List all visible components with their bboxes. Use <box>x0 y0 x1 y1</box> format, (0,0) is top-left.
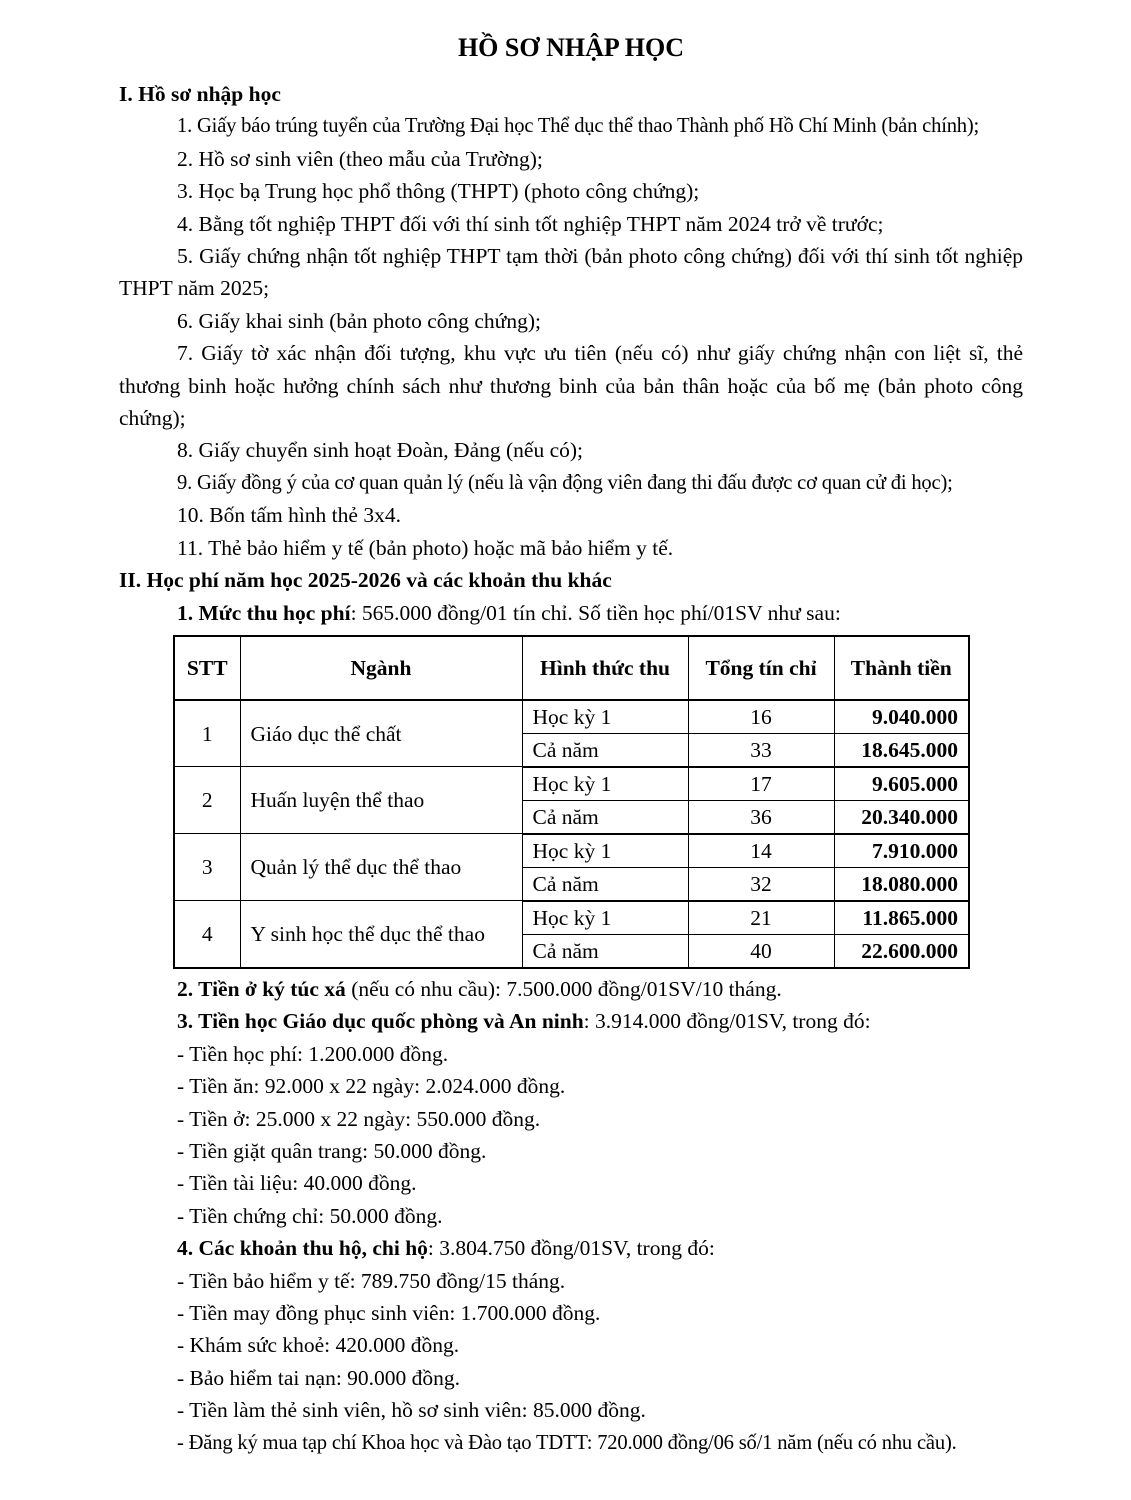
list-item: - Tiền ăn: 92.000 x 22 ngày: 2.024.000 đồng. <box>177 1074 566 1099</box>
amount-cell: 18.080.000 <box>834 867 969 901</box>
document-page <box>119 28 1023 1459</box>
credits-cell: 32 <box>688 867 834 901</box>
document-title: HỒ SƠ NHẬP HỌC <box>457 33 685 62</box>
dormitory-fee-text: (nếu có nhu cầu): 7.500.000 đồng/01SV/10 tháng. <box>345 976 782 1001</box>
list-item: 2. Hồ sơ sinh viên (theo mẫu của Trường); <box>177 146 543 171</box>
table-header-row <box>174 636 969 700</box>
major-cell: Huấn luyện thể thao <box>240 767 522 834</box>
list-item: 1. Giấy báo trúng tuyển của Trường Đại học Thể dục thể thao Thành phố Hồ Chí Minh (bản chính); <box>177 115 980 138</box>
header-amount: Thành tiền <box>834 636 969 700</box>
table-row <box>174 767 969 801</box>
credits-cell: 14 <box>688 834 834 868</box>
stt-cell: 4 <box>174 901 240 968</box>
defense-education-fee <box>119 1005 1023 1037</box>
tuition-rate <box>119 597 1023 629</box>
tuition-rate-text: : 565.000 đồng/01 tín chỉ. Số tiền học phí/01SV như sau: <box>350 600 841 625</box>
payment-type-cell: Học kỳ 1 <box>522 901 688 935</box>
amount-cell: 9.605.000 <box>834 767 969 801</box>
credits-cell: 36 <box>688 800 834 834</box>
collection-fees-label: 4. Các khoản thu hộ, chi hộ <box>177 1236 428 1261</box>
section-1-heading: I. Hồ sơ nhập học <box>119 82 281 106</box>
list-item: 3. Học bạ Trung học phổ thông (THPT) (photo công chứng); <box>177 179 700 204</box>
header-payment-type: Hình thức thu <box>522 636 688 700</box>
list-item: 5. Giấy chứng nhận tốt nghiệp THPT tạm thời (bản photo công chứng) đối với thí sinh tốt nghiệp THPT năm 2025; <box>119 244 1023 301</box>
table-row <box>174 901 969 935</box>
table-row <box>174 834 969 868</box>
list-item: - Khám sức khoẻ: 420.000 đồng. <box>177 1333 460 1358</box>
tuition-table <box>173 635 970 969</box>
list-item: - Tiền may đồng phục sinh viên: 1.700.000 đồng. <box>177 1300 601 1325</box>
stt-cell: 2 <box>174 767 240 834</box>
list-item: - Bảo hiểm tai nạn: 90.000 đồng. <box>177 1365 461 1390</box>
section-2-heading: II. Học phí năm học 2025-2026 và các khoản thu khác <box>119 568 612 593</box>
list-item: 6. Giấy khai sinh (bản photo công chứng); <box>177 308 541 333</box>
list-item: 10. Bốn tấm hình thẻ 3x4. <box>177 503 401 528</box>
major-cell: Giáo dục thể chất <box>240 700 522 767</box>
dormitory-fee <box>119 973 1023 1005</box>
list-item: - Tiền chứng chỉ: 50.000 đồng. <box>177 1203 443 1228</box>
defense-education-fee-text: : 3.914.000 đồng/01SV, trong đó: <box>583 1009 871 1034</box>
list-item: - Tiền tài liệu: 40.000 đồng. <box>177 1171 417 1196</box>
credits-cell: 16 <box>688 700 834 734</box>
payment-type-cell: Học kỳ 1 <box>522 700 688 734</box>
list-item: 8. Giấy chuyển sinh hoạt Đoàn, Đảng (nếu có); <box>177 438 584 463</box>
amount-cell: 22.600.000 <box>834 934 969 968</box>
list-item: 7. Giấy tờ xác nhận đối tượng, khu vực ưu tiên (nếu có) như giấy chứng nhận con liệt sĩ, thẻ thương binh hoặc hưởng chính sách như thương binh của bản thân hoặc của bố mẹ (bản photo công chứng); <box>119 341 1023 431</box>
list-item: - Tiền giặt quân trang: 50.000 đồng. <box>177 1138 487 1163</box>
payment-type-cell: Cả năm <box>522 934 688 968</box>
credits-cell: 33 <box>688 733 834 767</box>
payment-type-cell: Học kỳ 1 <box>522 767 688 801</box>
header-total-credits: Tổng tín chỉ <box>688 636 834 700</box>
list-item: - Đăng ký mua tạp chí Khoa học và Đào tạo TDTT: 720.000 đồng/06 số/1 năm (nếu có nhu cầu). <box>177 1431 957 1454</box>
collection-fees <box>119 1232 1023 1264</box>
amount-cell: 20.340.000 <box>834 800 969 834</box>
major-cell: Y sinh học thể dục thể thao <box>240 901 522 968</box>
tuition-rate-label: 1. Mức thu học phí <box>177 600 351 625</box>
header-stt: STT <box>174 636 240 700</box>
list-item: - Tiền ở: 25.000 x 22 ngày: 550.000 đồng. <box>177 1106 541 1131</box>
credits-cell: 17 <box>688 767 834 801</box>
amount-cell: 18.645.000 <box>834 733 969 767</box>
dormitory-fee-label: 2. Tiền ở ký túc xá <box>177 976 346 1001</box>
major-cell: Quản lý thể dục thể thao <box>240 834 522 901</box>
payment-type-cell: Cả năm <box>522 867 688 901</box>
header-major: Ngành <box>240 636 522 700</box>
stt-cell: 3 <box>174 834 240 901</box>
defense-education-fee-label: 3. Tiền học Giáo dục quốc phòng và An ninh <box>177 1009 584 1034</box>
credits-cell: 40 <box>688 934 834 968</box>
payment-type-cell: Cả năm <box>522 800 688 834</box>
credits-cell: 21 <box>688 901 834 935</box>
list-item: - Tiền làm thẻ sinh viên, hồ sơ sinh viên: 85.000 đồng. <box>177 1398 646 1423</box>
list-item: - Tiền bảo hiểm y tế: 789.750 đồng/15 tháng. <box>177 1268 566 1293</box>
list-item: - Tiền học phí: 1.200.000 đồng. <box>177 1041 449 1066</box>
payment-type-cell: Học kỳ 1 <box>522 834 688 868</box>
list-item: 9. Giấy đồng ý của cơ quan quản lý (nếu là vận động viên đang thi đấu được cơ quan cử đi học); <box>177 471 953 494</box>
amount-cell: 7.910.000 <box>834 834 969 868</box>
collection-fees-text: : 3.804.750 đồng/01SV, trong đó: <box>427 1236 715 1261</box>
list-item: 11. Thẻ bảo hiểm y tế (bản photo) hoặc mã bảo hiểm y tế. <box>177 535 674 560</box>
table-row <box>174 700 969 734</box>
payment-type-cell: Cả năm <box>522 733 688 767</box>
amount-cell: 9.040.000 <box>834 700 969 734</box>
stt-cell: 1 <box>174 700 240 767</box>
amount-cell: 11.865.000 <box>834 901 969 935</box>
list-item: 4. Bằng tốt nghiệp THPT đối với thí sinh tốt nghiệp THPT năm 2024 trở về trước; <box>177 211 884 236</box>
